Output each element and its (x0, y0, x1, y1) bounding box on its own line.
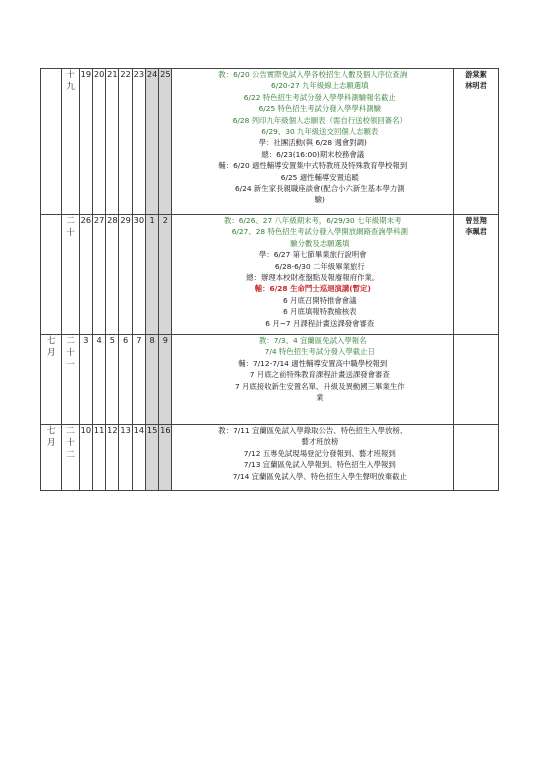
event-line: 業 (302, 393, 324, 403)
event-line: 6 月底填報特教檢核表 (268, 307, 357, 317)
month-cell: 七 月 (41, 425, 62, 491)
day-cell: 27 (92, 215, 105, 335)
schedule-row (41, 69, 499, 215)
events-cell (172, 215, 454, 335)
event-line: 7/4 特色招生考試分發入學截止日 (250, 347, 375, 357)
event-line: 學：6/27 第七節畢業旅行說明會 (258, 250, 367, 260)
event-line: 教：7/11 宜蘭區免試入學錄取公告、特色招生入學放榜、 (218, 426, 408, 435)
weekend-day-cell: 15 (145, 425, 158, 491)
day-cell: 3 (79, 335, 92, 425)
event-line: 6/28-6/30 二年級畢業旅行 (260, 261, 365, 271)
weekend-day-cell: 25 (159, 69, 172, 215)
event-line: 7/14 宜蘭區免試入學、特色招生入學生聲明放棄截止 (218, 471, 407, 481)
weekend-day-cell: 24 (145, 69, 158, 215)
week-number-cell: 二 十 (62, 215, 79, 335)
staff-cell (454, 335, 499, 425)
day-cell: 11 (92, 425, 105, 491)
event-line: 學：社團活動(與 6/28 週會對調) (258, 138, 367, 148)
event-line: 6/20-27 九年級線上志願選填 (256, 81, 369, 91)
day-cell: 14 (132, 425, 145, 491)
weekend-day-cell: 9 (159, 335, 172, 425)
week-number-cell: 十 九 (62, 69, 79, 215)
day-cell: 29 (119, 215, 132, 335)
day-cell: 20 (92, 69, 105, 215)
event-line: 教：6/26、27 八年級期末考，6/29/30 七年級期末考 (224, 216, 402, 225)
event-line: 6/25 特色招生考試分發入學學科測驗 (244, 104, 381, 114)
event-line: 驗分數及志願選填 (276, 238, 350, 248)
day-cell: 10 (79, 425, 92, 491)
event-line: 7 月底接收新生安置名單、升級及異動國三畢業生作 (220, 381, 405, 391)
day-cell: 12 (106, 425, 119, 491)
schedule-row (41, 425, 499, 491)
schedule-body (41, 69, 499, 491)
weekend-day-cell: 8 (145, 335, 158, 425)
event-line: 6 月底召開特推會會議 (268, 295, 357, 305)
day-cell: 4 (92, 335, 105, 425)
month-cell (41, 215, 62, 335)
weekend-day-cell: 2 (159, 215, 172, 335)
schedule-table (40, 68, 499, 491)
events-cell (172, 69, 454, 215)
day-cell: 13 (119, 425, 132, 491)
day-cell: 21 (106, 69, 119, 215)
event-line: 輔：6/28 生命鬥士巡迴演講(暫定) (254, 284, 371, 294)
day-cell: 22 (119, 69, 132, 215)
day-cell: 30 (132, 215, 145, 335)
day-cell: 7 (132, 335, 145, 425)
event-line: 總：辦理本校財產盤點及報廢報府作業。 (246, 273, 380, 283)
schedule-row (41, 335, 499, 425)
staff-cell: 游棠絮 林明君 (454, 69, 499, 215)
event-line: 7/13 宜蘭區免試入學報到、特色招生入學報到 (229, 460, 396, 470)
weekend-day-cell: 1 (145, 215, 158, 335)
event-line: 6/22 特色招生考試分發入學學科測驗報名截止 (229, 92, 396, 102)
event-line: 6/29、30 九年級送交回個人志願表 (247, 127, 379, 137)
event-line: 驗) (300, 195, 325, 205)
month-cell (41, 69, 62, 215)
day-cell: 5 (106, 335, 119, 425)
event-line: 6/25 適性輔導安置追蹤 (266, 172, 359, 182)
day-cell: 23 (132, 69, 145, 215)
event-line: 輔：6/20 適性輔導安置集中式特教班及特殊教育學校報到 (218, 161, 408, 171)
event-line: 藝才班放榜 (287, 437, 339, 447)
event-line: 7/12 五專免試現場登記分發報到、藝才班報到 (229, 448, 396, 458)
events-cell (172, 425, 454, 491)
event-line: 輔：7/12-7/14 適性輔導安置高中職學校報到 (238, 358, 388, 368)
weekend-day-cell: 16 (159, 425, 172, 491)
event-line: 教：7/3、4 宜蘭區免試入學報名 (258, 336, 367, 345)
staff-cell (454, 425, 499, 491)
event-line: 6/27、28 特色招生考試分發入學開放網路查詢學科測 (217, 227, 408, 237)
month-cell: 七 月 (41, 335, 62, 425)
event-line: 教：6/20 公告實際免試入學各校招生人數及個人序位查詢 (218, 70, 408, 79)
schedule-row (41, 215, 499, 335)
week-number-cell: 二 十 二 (62, 425, 79, 491)
event-line: 6/28 列印九年級個人志願表（需自行送校領回簽名） (218, 115, 407, 125)
day-cell: 26 (79, 215, 92, 335)
event-line: 6/24 新生家長親職座談會(配合小六新生基本學力測 (220, 184, 405, 194)
day-cell: 6 (119, 335, 132, 425)
event-line: 6 月~7 月課程計畫送課發會審查 (251, 318, 375, 328)
day-cell: 19 (79, 69, 92, 215)
staff-cell: 曾昱翔 李珮君 (454, 215, 499, 335)
event-line: 7 月底之前特殊教育課程計畫送課發會審查 (235, 370, 390, 380)
events-cell (172, 335, 454, 425)
week-number-cell: 二 十 一 (62, 335, 79, 425)
day-cell: 28 (106, 215, 119, 335)
event-line: 總：6/23(16:00)期末校務會議 (261, 149, 365, 159)
